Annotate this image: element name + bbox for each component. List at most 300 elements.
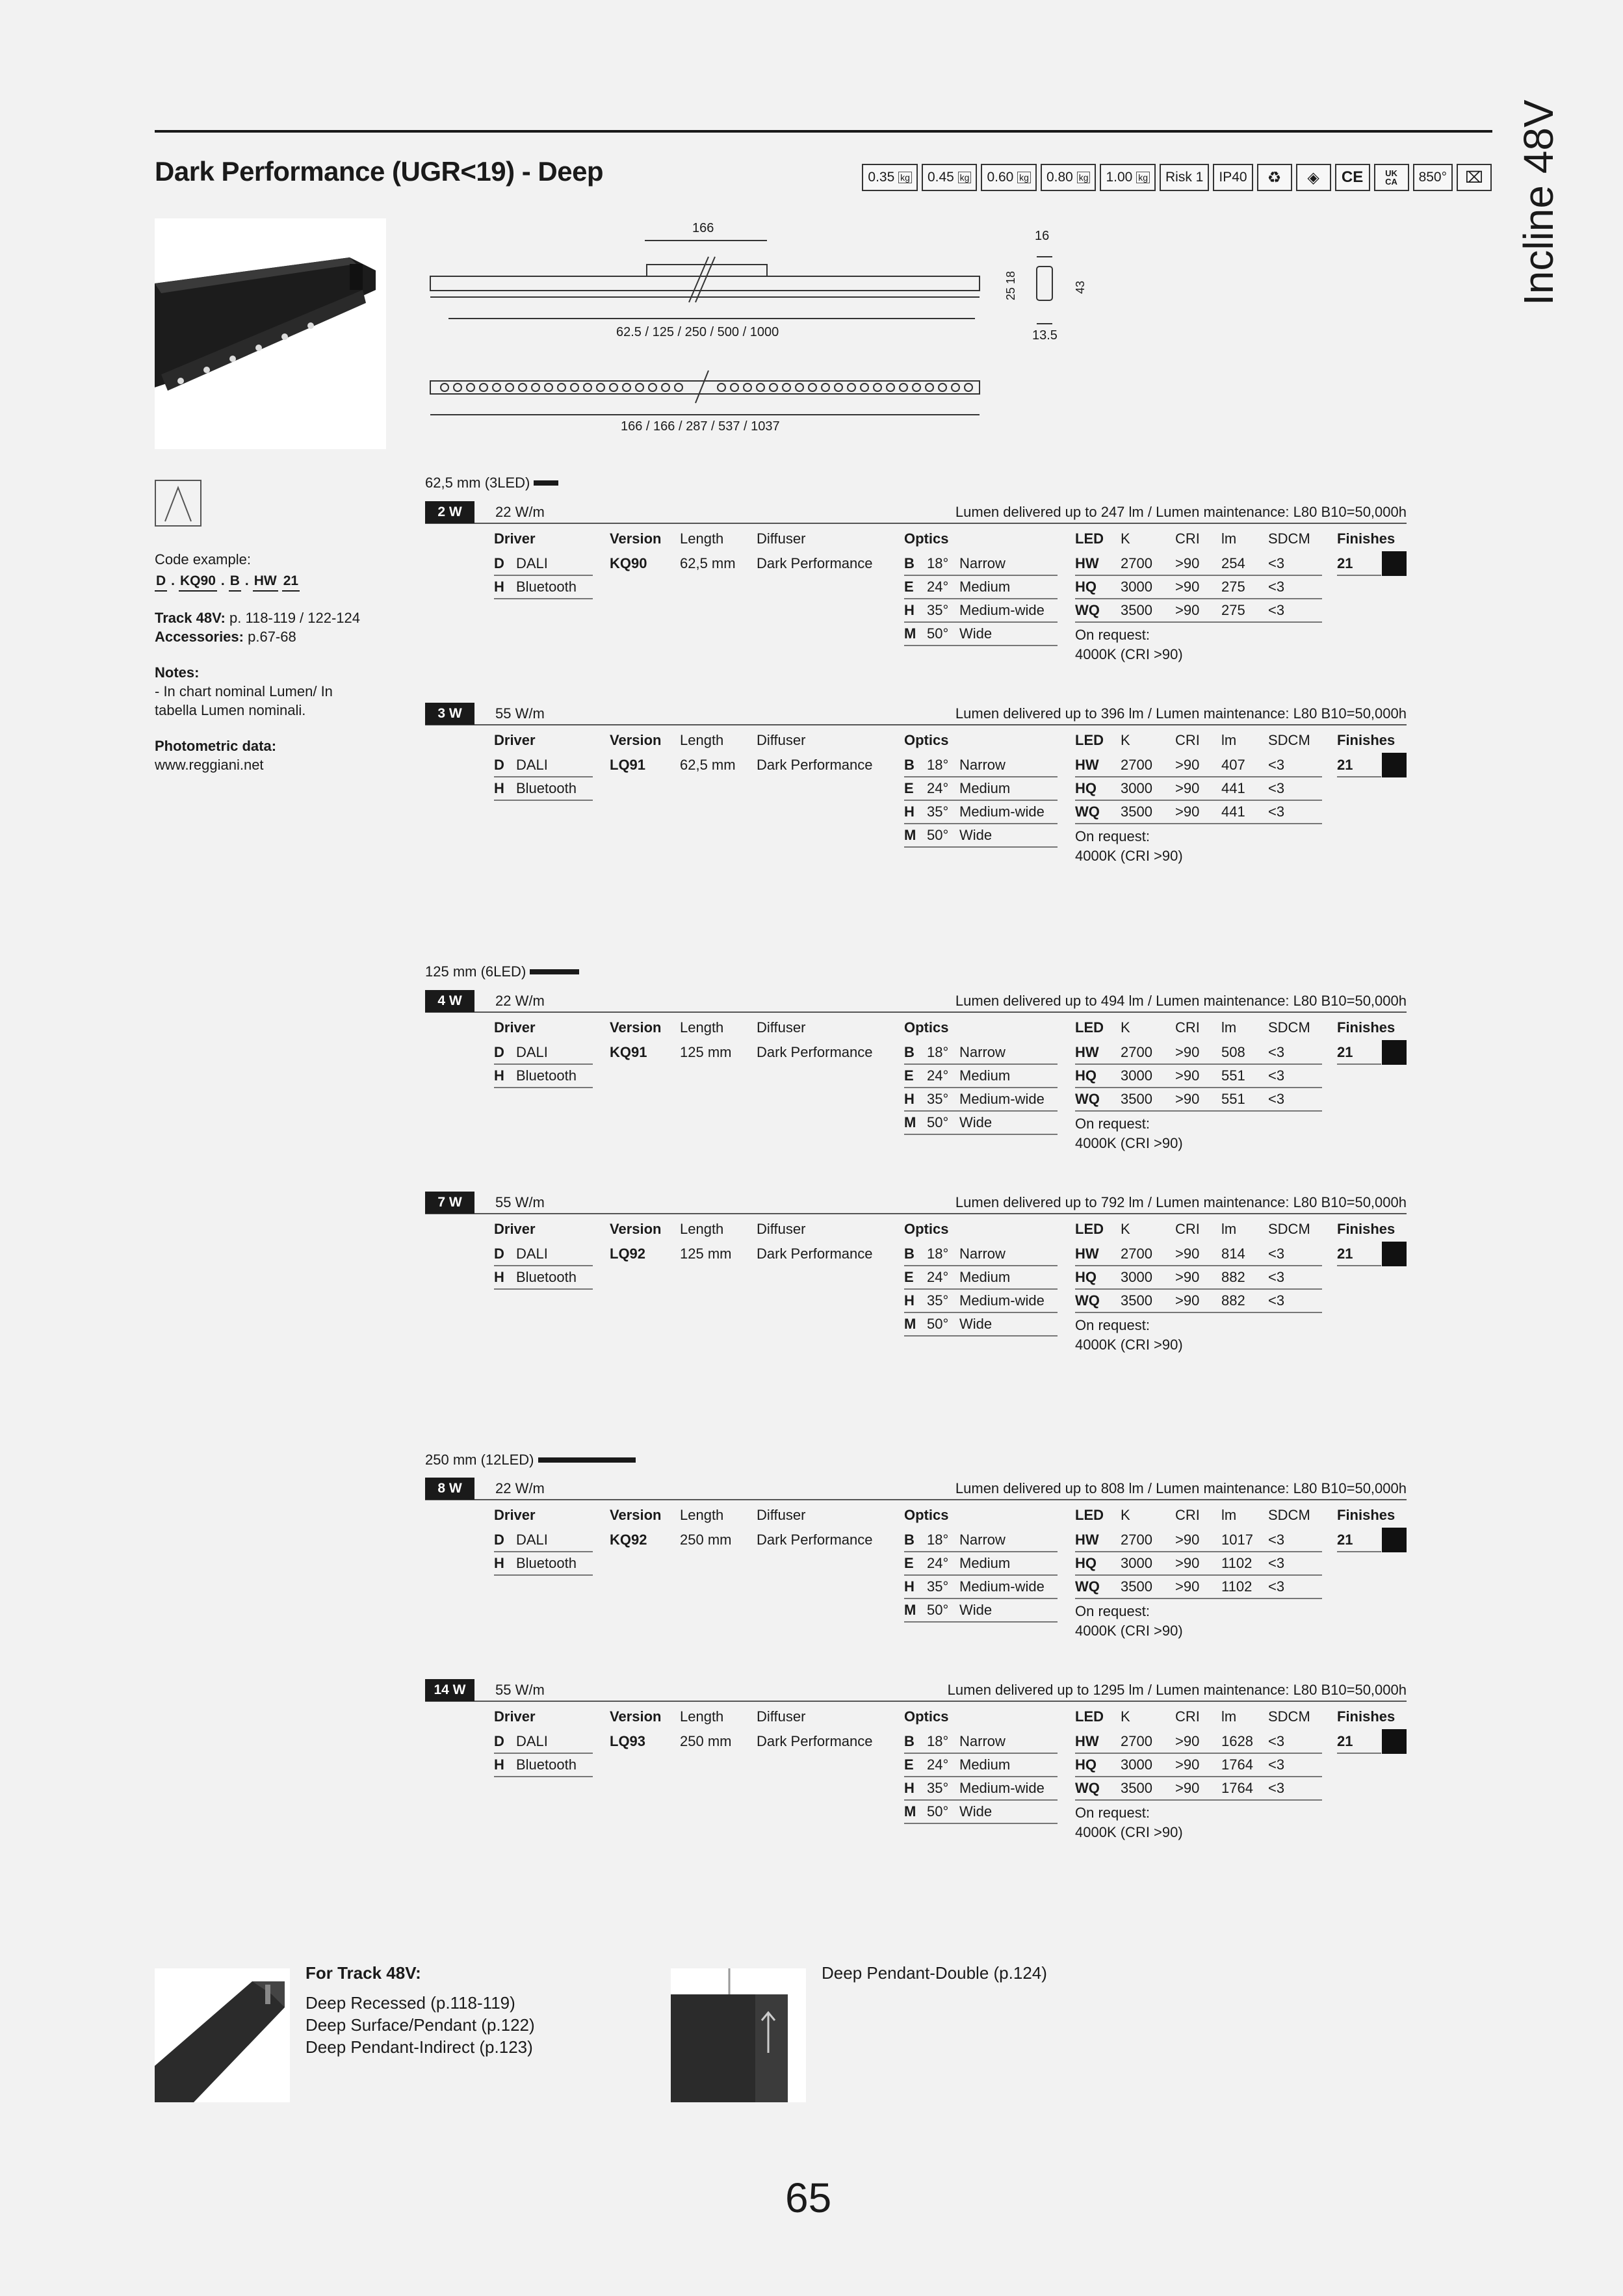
led-cri: >90 (1175, 780, 1200, 796)
led-kelvin: 3500 (1121, 803, 1152, 820)
related-link[interactable]: Deep Surface/Pendant (p.122) (305, 2015, 535, 2035)
ip-badge: IP40 (1213, 164, 1253, 191)
led-cri: >90 (1175, 803, 1200, 820)
size-label: 250 mm (12LED) (425, 1452, 636, 1468)
driver-code: H (494, 780, 504, 796)
led-cri: >90 (1175, 1091, 1200, 1107)
version-code: KQ90 (610, 555, 647, 571)
on-request-label: On request: (1075, 1115, 1150, 1132)
version-code: LQ92 (610, 1246, 646, 1262)
led-sdcm: <3 (1268, 1780, 1285, 1796)
on-request-value: 4000K (CRI >90) (1075, 848, 1183, 864)
optic-degree: 50° (927, 1114, 949, 1130)
length-value: 62,5 mm (680, 757, 736, 773)
spec-grid (425, 524, 1407, 680)
dim-profile-base: 13.5 (1032, 328, 1058, 343)
accessories-label: Accessories: (155, 629, 244, 645)
led-lumen: 1764 (1221, 1756, 1253, 1773)
row-divider (904, 1799, 1058, 1801)
on-request-value: 4000K (CRI >90) (1075, 1135, 1183, 1151)
driver-code: H (494, 1756, 504, 1773)
finish-swatch-black[interactable] (1382, 1528, 1407, 1552)
row-divider (904, 1574, 1058, 1576)
row-divider (904, 598, 1058, 599)
watt-per-meter: 22 W/m (495, 1480, 545, 1496)
header-diffuser: Diffuser (757, 1708, 806, 1725)
driver-name: DALI (516, 1044, 548, 1060)
length-value: 62,5 mm (680, 555, 736, 571)
led-sdcm: <3 (1268, 803, 1285, 820)
led-kelvin: 2700 (1121, 1532, 1152, 1548)
led-cri: >90 (1175, 1246, 1200, 1262)
header-lm: lm (1221, 1221, 1237, 1237)
optic-code: E (904, 579, 914, 595)
version-code: LQ91 (610, 757, 646, 773)
optic-code: M (904, 1602, 916, 1618)
optic-degree: 50° (927, 1602, 949, 1618)
ukca-mark-icon: UK CA (1374, 164, 1409, 191)
row-divider (1075, 598, 1322, 599)
led-lumen: 551 (1221, 1067, 1245, 1084)
header-version: Version (610, 530, 662, 547)
row-divider (904, 1288, 1058, 1290)
led-lumen: 1628 (1221, 1733, 1253, 1749)
watt-badge: 14 W (425, 1679, 474, 1701)
optic-degree: 50° (927, 625, 949, 642)
led-lumen: 441 (1221, 780, 1245, 796)
accessories-pages: p.67-68 (248, 629, 296, 645)
led-lumen: 1102 (1221, 1578, 1253, 1595)
driver-name: DALI (516, 555, 548, 571)
driver-name: Bluetooth (516, 579, 577, 595)
led-sdcm: <3 (1268, 1756, 1285, 1773)
optic-code: B (904, 1044, 915, 1060)
row-divider (904, 1551, 1058, 1552)
led-kelvin: 3000 (1121, 579, 1152, 595)
row-divider (904, 823, 1058, 824)
led-cri: >90 (1175, 1756, 1200, 1773)
header-diffuser: Diffuser (757, 1019, 806, 1036)
led-code: HQ (1075, 1067, 1097, 1084)
weight-badge: 0.45 kg (922, 164, 978, 191)
led-sdcm: <3 (1268, 1044, 1285, 1060)
header-driver: Driver (494, 530, 536, 547)
product-block (425, 1192, 1407, 1370)
side-title: Incline 48V (1515, 99, 1562, 306)
row-divider (494, 1265, 593, 1266)
led-lumen: 1764 (1221, 1780, 1253, 1796)
header-cri: CRI (1175, 1019, 1200, 1036)
block-header (425, 1478, 1407, 1500)
row-divider (904, 1265, 1058, 1266)
header-lm: lm (1221, 1019, 1237, 1036)
header-length: Length (680, 1221, 724, 1237)
finish-code: 21 (1337, 1044, 1353, 1060)
header-optics: Optics (904, 1221, 949, 1237)
photometric-link[interactable]: www.reggiani.net (155, 757, 264, 773)
led-kelvin: 3000 (1121, 1555, 1152, 1571)
optic-name: Medium-wide (959, 1780, 1045, 1796)
driver-name: Bluetooth (516, 780, 577, 796)
weight-badge: 1.00 kg (1100, 164, 1156, 191)
optic-name: Narrow (959, 757, 1006, 773)
optic-name: Wide (959, 827, 993, 843)
header-k: K (1121, 732, 1130, 748)
led-code: WQ (1075, 1091, 1100, 1107)
row-divider (904, 575, 1058, 576)
optic-code: E (904, 1555, 914, 1571)
risk-badge: Risk 1 (1160, 164, 1209, 191)
row-divider (494, 1551, 593, 1552)
driver-name: Bluetooth (516, 1756, 577, 1773)
related-link[interactable]: Deep Recessed (p.118-119) (305, 1993, 515, 2013)
optic-degree: 18° (927, 1044, 949, 1060)
optic-degree: 18° (927, 1246, 949, 1262)
row-divider (904, 1063, 1058, 1065)
optic-code: E (904, 1067, 914, 1084)
header-length: Length (680, 1507, 724, 1523)
track-label: Track 48V: (155, 610, 226, 626)
row-divider (494, 800, 593, 801)
related-link[interactable]: Deep Pendant-Double (p.124) (822, 1963, 1047, 1983)
size-label: 62,5 mm (3LED) (425, 475, 558, 491)
led-kelvin: 2700 (1121, 1733, 1152, 1749)
header-driver: Driver (494, 1507, 536, 1523)
row-divider (904, 800, 1058, 801)
led-code: HW (1075, 1246, 1099, 1262)
optic-code: H (904, 1578, 915, 1595)
product-block (425, 991, 1407, 1169)
weight-badge: 0.60 kg (981, 164, 1037, 191)
finish-swatch-black[interactable] (1382, 753, 1407, 777)
deep-track-photo (155, 1968, 290, 2102)
led-cri: >90 (1175, 1578, 1200, 1595)
size-bar (530, 969, 579, 974)
led-lumen: 1017 (1221, 1532, 1253, 1548)
row-divider (904, 1110, 1058, 1112)
driver-code: H (494, 579, 504, 595)
on-request-label: On request: (1075, 1805, 1150, 1821)
led-lumen: 882 (1221, 1292, 1245, 1309)
led-cri: >90 (1175, 757, 1200, 773)
related-products (305, 1962, 535, 2058)
led-kelvin: 3500 (1121, 1780, 1152, 1796)
dim-bottom-lengths: 166 / 166 / 287 / 537 / 1037 (621, 419, 780, 434)
diffuser-value: Dark Performance (757, 1044, 873, 1060)
row-divider (1075, 1265, 1322, 1266)
header-driver: Driver (494, 1708, 536, 1725)
on-request-value: 4000K (CRI >90) (1075, 646, 1183, 662)
dim-profile-width: 16 (1035, 229, 1050, 243)
driver-name: Bluetooth (516, 1269, 577, 1285)
driver-code: D (494, 1532, 504, 1548)
header-k: K (1121, 530, 1130, 547)
code-part: 21 (282, 571, 300, 592)
led-sdcm: <3 (1268, 1067, 1285, 1084)
optic-name: Medium (959, 579, 1011, 595)
led-kelvin: 3500 (1121, 1292, 1152, 1309)
lumen-info: Lumen delivered up to 396 lm / Lumen maintenance: L80 B10=50,000h (955, 705, 1407, 722)
watt-per-meter: 55 W/m (495, 1194, 545, 1210)
header-optics: Optics (904, 1019, 949, 1036)
header-sdcm: SDCM (1268, 530, 1310, 547)
left-notes (155, 550, 376, 774)
header-diffuser: Diffuser (757, 530, 806, 547)
finish-swatch-black[interactable] (1382, 551, 1407, 576)
led-sdcm: <3 (1268, 1091, 1285, 1107)
lumen-info: Lumen delivered up to 792 lm / Lumen maintenance: L80 B10=50,000h (955, 1194, 1407, 1210)
code-part: D (155, 571, 167, 592)
header-k: K (1121, 1708, 1130, 1725)
driver-name: Bluetooth (516, 1067, 577, 1084)
row-divider (494, 1063, 593, 1065)
header-finishes: Finishes (1337, 1708, 1396, 1725)
header-led: LED (1075, 1507, 1104, 1523)
header-version: Version (610, 1221, 662, 1237)
row-divider (494, 1776, 593, 1777)
related-link[interactable]: Deep Pendant-Indirect (p.123) (305, 2037, 533, 2057)
led-code: HW (1075, 1044, 1099, 1060)
header-driver: Driver (494, 1221, 536, 1237)
led-lumen: 814 (1221, 1246, 1245, 1262)
optic-degree: 18° (927, 555, 949, 571)
row-divider (1337, 1753, 1381, 1754)
class-iii-icon: ◈ (1296, 164, 1331, 191)
notes-label: Notes: (155, 664, 200, 681)
header-cri: CRI (1175, 530, 1200, 547)
header-sdcm: SDCM (1268, 732, 1310, 748)
header-optics: Optics (904, 1507, 949, 1523)
product-photo (155, 218, 386, 449)
row-divider (904, 776, 1058, 777)
led-cri: >90 (1175, 1532, 1200, 1548)
spec-grid (425, 1013, 1407, 1169)
optic-degree: 35° (927, 1578, 949, 1595)
led-cri: >90 (1175, 579, 1200, 595)
optic-code: M (904, 1316, 916, 1332)
driver-code: D (494, 1733, 504, 1749)
row-divider (1337, 1063, 1381, 1065)
optic-code: H (904, 1091, 915, 1107)
finish-swatch-black[interactable] (1382, 1040, 1407, 1065)
header-length: Length (680, 530, 724, 547)
row-divider (1337, 575, 1381, 576)
top-rule (155, 130, 1492, 133)
header-optics: Optics (904, 732, 949, 748)
optic-degree: 35° (927, 1292, 949, 1309)
header-sdcm: SDCM (1268, 1507, 1310, 1523)
on-request-value: 4000K (CRI >90) (1075, 1824, 1183, 1840)
optic-name: Narrow (959, 1044, 1006, 1060)
weight-badge: 0.35 kg (862, 164, 918, 191)
header-lm: lm (1221, 1507, 1237, 1523)
recycle-icon: ♻ (1257, 164, 1292, 191)
on-request-label: On request: (1075, 828, 1150, 844)
block-header (425, 991, 1407, 1013)
row-divider (494, 575, 593, 576)
driver-code: D (494, 757, 504, 773)
on-request-label: On request: (1075, 627, 1150, 643)
optic-name: Wide (959, 625, 993, 642)
row-divider (904, 846, 1058, 848)
watt-badge: 8 W (425, 1478, 474, 1500)
optic-code: H (904, 1780, 915, 1796)
version-code: KQ92 (610, 1532, 647, 1548)
track-pages: p. 118-119 / 122-124 (229, 610, 361, 626)
optic-name: Narrow (959, 555, 1006, 571)
led-code: WQ (1075, 1578, 1100, 1595)
driver-name: DALI (516, 757, 548, 773)
row-divider (1075, 1753, 1322, 1754)
row-divider (1075, 1776, 1322, 1777)
row-divider (1337, 1551, 1381, 1552)
optic-name: Wide (959, 1803, 993, 1820)
dim-profile-inner: 25 18 (1004, 270, 1017, 300)
finish-code: 21 (1337, 1532, 1353, 1548)
on-request-label: On request: (1075, 1317, 1150, 1333)
led-kelvin: 3000 (1121, 1269, 1152, 1285)
optic-degree: 24° (927, 1756, 949, 1773)
length-value: 125 mm (680, 1246, 732, 1262)
optic-name: Medium-wide (959, 1292, 1045, 1309)
optic-name: Medium (959, 780, 1011, 796)
block-header (425, 1192, 1407, 1214)
product-block (425, 502, 1407, 680)
weee-bin-icon: ⌧ (1457, 164, 1492, 191)
led-sdcm: <3 (1268, 555, 1285, 571)
optic-code: B (904, 1733, 915, 1749)
row-divider (904, 621, 1058, 623)
certification-badges (862, 164, 1492, 191)
code-example-label: Code example: (155, 551, 251, 567)
header-lm: lm (1221, 1708, 1237, 1725)
diffuser-value: Dark Performance (757, 555, 873, 571)
row-divider (1075, 1799, 1322, 1801)
driver-name: DALI (516, 1532, 548, 1548)
row-divider (1075, 1312, 1322, 1313)
optic-degree: 50° (927, 1316, 949, 1332)
finish-code: 21 (1337, 555, 1353, 571)
led-sdcm: <3 (1268, 1269, 1285, 1285)
finish-swatch-black[interactable] (1382, 1242, 1407, 1266)
row-divider (1075, 1063, 1322, 1065)
optic-name: Wide (959, 1602, 993, 1618)
dim-top-width: 166 (692, 221, 714, 235)
row-divider (1075, 575, 1322, 576)
watt-per-meter: 22 W/m (495, 993, 545, 1009)
driver-name: DALI (516, 1246, 548, 1262)
led-cri: >90 (1175, 1780, 1200, 1796)
header-version: Version (610, 1507, 662, 1523)
led-cri: >90 (1175, 1555, 1200, 1571)
led-kelvin: 3000 (1121, 1067, 1152, 1084)
header-diffuser: Diffuser (757, 1507, 806, 1523)
header-cri: CRI (1175, 1708, 1200, 1725)
finish-code: 21 (1337, 1733, 1353, 1749)
header-cri: CRI (1175, 732, 1200, 748)
header-cri: CRI (1175, 1221, 1200, 1237)
header-sdcm: SDCM (1268, 1019, 1310, 1036)
row-divider (1337, 776, 1381, 777)
version-code: KQ91 (610, 1044, 647, 1060)
led-lumen: 882 (1221, 1269, 1245, 1285)
row-divider (904, 1823, 1058, 1824)
led-code: HQ (1075, 579, 1097, 595)
header-lm: lm (1221, 530, 1237, 547)
driver-name: Bluetooth (516, 1555, 577, 1571)
code-part: KQ90 (179, 571, 217, 592)
finish-swatch-black[interactable] (1382, 1729, 1407, 1754)
weight-badge: 0.80 kg (1041, 164, 1097, 191)
row-divider (494, 1288, 593, 1290)
led-lumen: 275 (1221, 579, 1245, 595)
optic-degree: 18° (927, 1532, 949, 1548)
led-code: HQ (1075, 1269, 1097, 1285)
optic-code: E (904, 1269, 914, 1285)
row-divider (904, 645, 1058, 646)
optic-name: Medium (959, 1269, 1011, 1285)
row-divider (904, 1312, 1058, 1313)
driver-code: D (494, 555, 504, 571)
led-code: HW (1075, 1733, 1099, 1749)
led-sdcm: <3 (1268, 757, 1285, 773)
led-kelvin: 3500 (1121, 602, 1152, 618)
optic-code: H (904, 1292, 915, 1309)
led-sdcm: <3 (1268, 602, 1285, 618)
led-code: HW (1075, 757, 1099, 773)
page-number: 65 (785, 2174, 832, 2221)
photometric-label: Photometric data: (155, 738, 277, 754)
spec-grid (425, 1500, 1407, 1656)
row-divider (494, 1087, 593, 1088)
header-version: Version (610, 732, 662, 748)
row-divider (494, 1574, 593, 1576)
led-kelvin: 2700 (1121, 757, 1152, 773)
header-finishes: Finishes (1337, 1019, 1396, 1036)
led-lumen: 1102 (1221, 1555, 1253, 1571)
dim-lengths: 62.5 / 125 / 250 / 500 / 1000 (616, 325, 779, 339)
row-divider (1075, 621, 1322, 623)
block-header (425, 502, 1407, 524)
header-led: LED (1075, 530, 1104, 547)
length-value: 125 mm (680, 1044, 732, 1060)
lumen-info: Lumen delivered up to 808 lm / Lumen maintenance: L80 B10=50,000h (955, 1480, 1407, 1496)
watt-per-meter: 55 W/m (495, 705, 545, 722)
watt-badge: 3 W (425, 703, 474, 725)
row-divider (904, 1776, 1058, 1777)
watt-per-meter: 55 W/m (495, 1682, 545, 1698)
led-lumen: 407 (1221, 757, 1245, 773)
header-optics: Optics (904, 1708, 949, 1725)
optic-code: M (904, 625, 916, 642)
row-divider (1075, 1551, 1322, 1552)
led-lumen: 275 (1221, 602, 1245, 618)
header-k: K (1121, 1019, 1130, 1036)
led-sdcm: <3 (1268, 1292, 1285, 1309)
code-example: D . KQ90 . B . HW 21 (155, 571, 376, 592)
header-finishes: Finishes (1337, 530, 1396, 547)
diffuser-value: Dark Performance (757, 757, 873, 773)
watt-badge: 4 W (425, 990, 474, 1012)
optic-degree: 24° (927, 1555, 949, 1571)
driver-code: H (494, 1067, 504, 1084)
led-kelvin: 3000 (1121, 780, 1152, 796)
optic-degree: 24° (927, 1067, 949, 1084)
optic-name: Medium-wide (959, 602, 1045, 618)
ce-mark-icon: CE (1335, 164, 1370, 191)
related-title: For Track 48V: (305, 1963, 421, 1983)
header-led: LED (1075, 732, 1104, 748)
